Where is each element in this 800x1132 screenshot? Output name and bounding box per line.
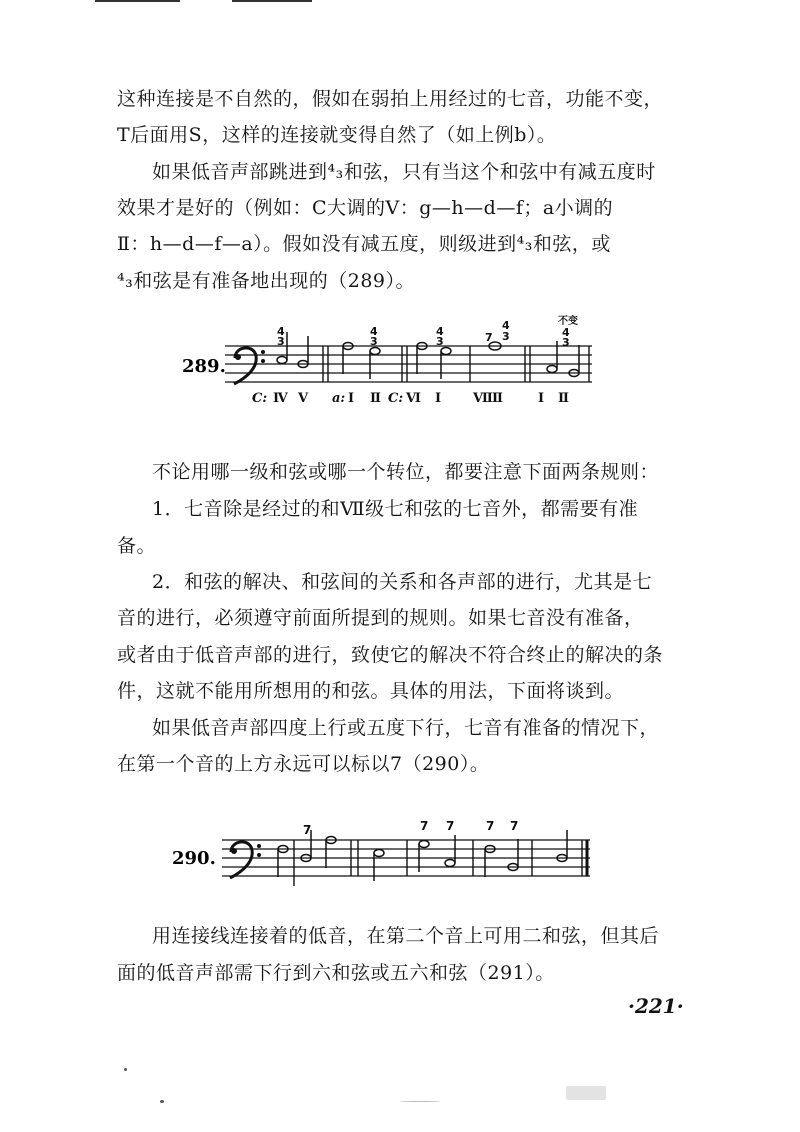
figure-label: 4 bbox=[436, 325, 444, 338]
analysis-label: Ⅶ bbox=[473, 391, 493, 406]
scan-speck bbox=[400, 1101, 440, 1102]
text-line: Ⅱ：h—d—f—a）。假如没有减五度，则级进到⁴₃和弦，或 bbox=[117, 233, 611, 255]
figure-label: 7 bbox=[485, 331, 493, 344]
bass-clef-icon bbox=[230, 842, 261, 878]
figure-label: 4 bbox=[562, 326, 570, 339]
analysis-label: C: bbox=[252, 391, 268, 406]
figure-label: 7 bbox=[510, 820, 519, 833]
text-line: 2．和弦的解决、和弦间的关系和各声部的进行，尤其是七 bbox=[152, 571, 653, 593]
text-line: 备。 bbox=[117, 535, 157, 557]
text-line: 或者由于低音声部的进行，致使它的解决不符合终止的解决的条 bbox=[117, 644, 664, 666]
figure-label: 不变 bbox=[558, 316, 578, 327]
example-number: 290. bbox=[172, 848, 216, 869]
text-line: 件，这就不能用所想用的和弦。具体的用法，下面将谈到。 bbox=[117, 680, 625, 702]
music-example-289 bbox=[180, 310, 620, 410]
text-line: ⁴₃和弦是有准备地出现的（289）。 bbox=[117, 270, 415, 292]
analysis-label: Ⅱ bbox=[370, 391, 381, 406]
figure-label: 4 bbox=[502, 319, 510, 332]
analysis-label: Ⅱ bbox=[492, 391, 503, 406]
figure-label: 3 bbox=[502, 330, 510, 343]
analysis-label: Ⅳ bbox=[273, 391, 288, 406]
text-line: 效果才是好的（例如：C大调的Ⅴ：g—h—d—f；a小调的 bbox=[117, 197, 614, 219]
figure-label: 3 bbox=[370, 335, 378, 348]
analysis-label: Ⅱ bbox=[558, 391, 569, 406]
text-line: 用连接线连接着的低音，在第二个音上可用二和弦，但其后 bbox=[152, 925, 660, 947]
example-number: 289. bbox=[182, 356, 226, 377]
analysis-label: Ⅰ bbox=[538, 391, 545, 406]
analysis-label: Ⅰ bbox=[435, 391, 442, 406]
analysis-label: Ⅰ bbox=[348, 391, 355, 406]
analysis-label: Ⅴ bbox=[298, 391, 309, 406]
analysis-label: C: bbox=[388, 391, 404, 406]
figure-label: 7 bbox=[446, 820, 455, 833]
figure-label: 3 bbox=[436, 335, 444, 348]
bass-clef-icon bbox=[234, 348, 265, 384]
text-line: 面的低音声部需下行到六和弦或五六和弦（291）。 bbox=[117, 962, 555, 984]
figure-label: 4 bbox=[277, 325, 285, 338]
text-line: T后面用S，这样的连接就变得自然了（如上例b）。 bbox=[117, 124, 557, 146]
figure-label: 7 bbox=[486, 820, 495, 833]
scan-mark-top-right bbox=[232, 0, 312, 2]
text-line: 如果低音声部跳进到⁴₃和弦，只有当这个和弦中有减五度时 bbox=[152, 161, 656, 183]
figure-label: 7 bbox=[420, 820, 429, 833]
scan-speck bbox=[566, 1086, 606, 1100]
text-line: 如果低音声部四度上行或五度下行，七音有准备的情况下， bbox=[152, 717, 660, 739]
analysis-label: Ⅵ bbox=[406, 391, 421, 406]
scan-speck bbox=[124, 1068, 127, 1071]
figure-label: 4 bbox=[370, 325, 378, 338]
page-number: ·221· bbox=[628, 994, 684, 1018]
music-example-290 bbox=[170, 820, 600, 900]
figure-label: 3 bbox=[277, 335, 285, 348]
scan-speck bbox=[160, 1100, 164, 1103]
analysis-label: a: bbox=[332, 391, 346, 406]
scan-mark-top-left bbox=[95, 0, 180, 2]
text-line: 在第一个音的上方永远可以标以7（290）。 bbox=[117, 753, 490, 775]
figure-label: 3 bbox=[562, 336, 570, 349]
text-line: 1．七音除是经过的和Ⅶ级七和弦的七音外，都需要有准 bbox=[152, 498, 639, 520]
text-line: 音的进行，必须遵守前面所提到的规则。如果七音没有准备， bbox=[117, 607, 644, 629]
text-line: 不论用哪一级和弦或哪一个转位，都要注意下面两条规则： bbox=[152, 461, 660, 483]
text-line: 这种连接是不自然的，假如在弱拍上用经过的七音，功能不变， bbox=[117, 88, 664, 110]
figure-label: 7 bbox=[303, 823, 312, 837]
